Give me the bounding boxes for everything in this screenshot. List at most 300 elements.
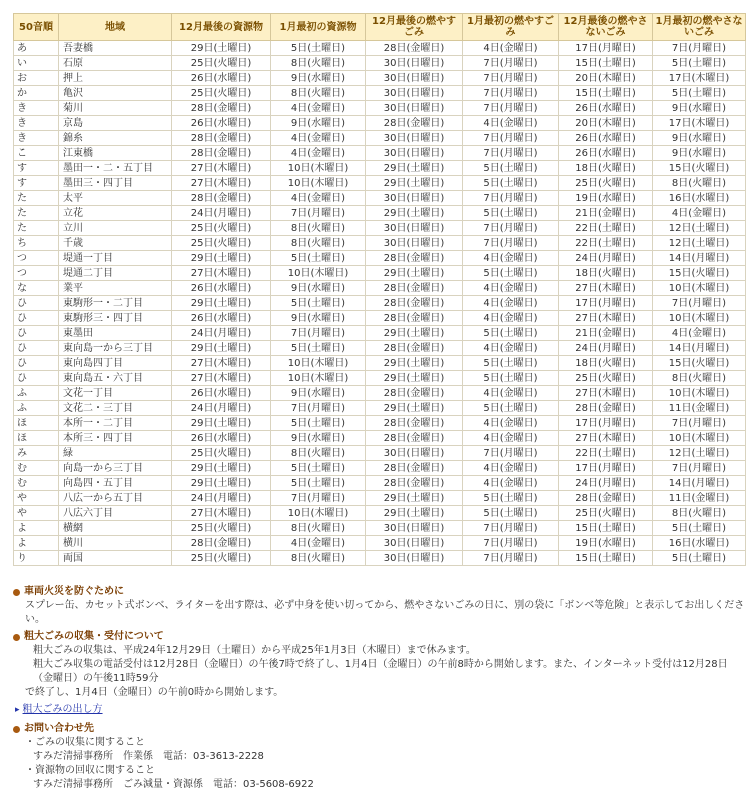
kana-cell: な: [14, 281, 59, 296]
date-cell: 28日(金曜日): [366, 311, 463, 326]
date-cell: 26日(水曜日): [172, 71, 271, 86]
area-cell: 横網: [59, 521, 172, 536]
table-row: [14, 191, 746, 206]
date-cell: 28日(金曜日): [172, 101, 271, 116]
area-cell: 千歳: [59, 236, 172, 251]
date-cell: 10日(木曜日): [271, 506, 366, 521]
date-cell: 9日(水曜日): [271, 311, 366, 326]
kana-cell: つ: [14, 251, 59, 266]
date-cell: 5日(土曜日): [653, 521, 746, 536]
date-cell: 30日(日曜日): [366, 86, 463, 101]
contact-heading: [13, 722, 745, 736]
date-cell: 4日(金曜日): [463, 476, 559, 491]
contact-heading-text: お問い合わせ先: [24, 723, 94, 734]
table-row: [14, 56, 746, 71]
date-cell: 30日(日曜日): [366, 146, 463, 161]
date-cell: 8日(火曜日): [271, 56, 366, 71]
kana-cell: す: [14, 161, 59, 176]
contact-item-recycling: ・資源物の回収に関すること: [25, 765, 155, 776]
date-cell: 10日(木曜日): [653, 281, 746, 296]
table-row: [14, 71, 746, 86]
date-cell: 5日(土曜日): [463, 356, 559, 371]
date-cell: 11日(金曜日): [653, 491, 746, 506]
date-cell: 29日(土曜日): [366, 506, 463, 521]
date-cell: 17日(月曜日): [559, 296, 653, 311]
column-header: 50音順: [14, 14, 59, 41]
contact-item-collection-detail: すみだ清掃事務所 作業係 電話：03-3613-2228: [33, 751, 264, 762]
date-cell: 26日(水曜日): [172, 116, 271, 131]
date-cell: 30日(日曜日): [366, 536, 463, 551]
date-cell: 7日(月曜日): [463, 131, 559, 146]
date-cell: 5日(土曜日): [271, 476, 366, 491]
kana-cell: ふ: [14, 386, 59, 401]
area-cell: 本所三・四丁目: [59, 431, 172, 446]
kana-cell: お: [14, 71, 59, 86]
fire-prevention-heading: [13, 585, 745, 599]
kana-cell: ほ: [14, 416, 59, 431]
date-cell: 10日(木曜日): [271, 356, 366, 371]
date-cell: 8日(火曜日): [271, 221, 366, 236]
date-cell: 25日(火曜日): [559, 506, 653, 521]
date-cell: 10日(木曜日): [271, 161, 366, 176]
date-cell: 8日(火曜日): [271, 521, 366, 536]
area-cell: 文花一丁目: [59, 386, 172, 401]
date-cell: 5日(土曜日): [463, 161, 559, 176]
table-row: [14, 86, 746, 101]
date-cell: 25日(火曜日): [172, 236, 271, 251]
date-cell: 25日(火曜日): [559, 176, 653, 191]
date-cell: 21日(金曜日): [559, 326, 653, 341]
date-cell: 4日(金曜日): [463, 296, 559, 311]
date-cell: 7日(月曜日): [463, 146, 559, 161]
date-cell: 28日(金曜日): [172, 536, 271, 551]
date-cell: 28日(金曜日): [172, 131, 271, 146]
date-cell: 29日(土曜日): [172, 251, 271, 266]
date-cell: 7日(月曜日): [653, 461, 746, 476]
date-cell: 7日(月曜日): [463, 86, 559, 101]
date-cell: 28日(金曜日): [559, 491, 653, 506]
date-cell: 15日(火曜日): [653, 356, 746, 371]
area-cell: 錦糸: [59, 131, 172, 146]
date-cell: 8日(火曜日): [271, 446, 366, 461]
area-cell: 東駒形一・二丁目: [59, 296, 172, 311]
date-cell: 18日(火曜日): [559, 161, 653, 176]
area-cell: 文花二・三丁目: [59, 401, 172, 416]
column-header: 1月最初の燃やさないごみ: [653, 14, 746, 41]
kana-cell: む: [14, 461, 59, 476]
table-row: [14, 266, 746, 281]
date-cell: 5日(土曜日): [271, 461, 366, 476]
date-cell: 4日(金曜日): [653, 326, 746, 341]
date-cell: 19日(水曜日): [559, 191, 653, 206]
date-cell: 5日(土曜日): [463, 371, 559, 386]
date-cell: 7日(月曜日): [463, 536, 559, 551]
table-row: [14, 236, 746, 251]
date-cell: 9日(水曜日): [653, 131, 746, 146]
date-cell: 30日(日曜日): [366, 521, 463, 536]
date-cell: 28日(金曜日): [366, 41, 463, 56]
contact-item-collection: ・ごみの収集に関すること: [25, 737, 145, 748]
date-cell: 28日(金曜日): [366, 341, 463, 356]
date-cell: 28日(金曜日): [366, 296, 463, 311]
table-row: [14, 341, 746, 356]
area-cell: 菊川: [59, 101, 172, 116]
date-cell: 17日(木曜日): [653, 116, 746, 131]
area-cell: 墨田三・四丁目: [59, 176, 172, 191]
date-cell: 10日(木曜日): [653, 311, 746, 326]
date-cell: 4日(金曜日): [271, 536, 366, 551]
date-cell: 5日(土曜日): [463, 491, 559, 506]
date-cell: 21日(金曜日): [559, 206, 653, 221]
date-cell: 4日(金曜日): [463, 341, 559, 356]
table-row: [14, 401, 746, 416]
date-cell: 5日(土曜日): [271, 416, 366, 431]
area-cell: 向島一から三丁目: [59, 461, 172, 476]
date-cell: 12日(土曜日): [653, 446, 746, 461]
date-cell: 24日(月曜日): [172, 206, 271, 221]
kana-cell: あ: [14, 41, 59, 56]
date-cell: 27日(木曜日): [559, 281, 653, 296]
date-cell: 7日(月曜日): [463, 71, 559, 86]
date-cell: 4日(金曜日): [463, 461, 559, 476]
area-cell: 墨田一・二・五丁目: [59, 161, 172, 176]
date-cell: 7日(月曜日): [271, 401, 366, 416]
area-cell: 向島四・五丁目: [59, 476, 172, 491]
date-cell: 20日(木曜日): [559, 116, 653, 131]
date-cell: 27日(木曜日): [172, 371, 271, 386]
kana-cell: や: [14, 506, 59, 521]
date-cell: 4日(金曜日): [271, 146, 366, 161]
date-cell: 26日(水曜日): [559, 146, 653, 161]
area-cell: 堤通二丁目: [59, 266, 172, 281]
date-cell: 27日(木曜日): [172, 506, 271, 521]
area-cell: 吾妻橋: [59, 41, 172, 56]
date-cell: 7日(月曜日): [463, 221, 559, 236]
date-cell: 7日(月曜日): [463, 236, 559, 251]
date-cell: 12日(土曜日): [653, 221, 746, 236]
table-row: [14, 176, 746, 191]
table-row: [14, 206, 746, 221]
kana-cell: つ: [14, 266, 59, 281]
date-cell: 22日(土曜日): [559, 236, 653, 251]
table-row: [14, 296, 746, 311]
table-row: [14, 146, 746, 161]
table-row: [14, 41, 746, 56]
kana-cell: た: [14, 191, 59, 206]
date-cell: 8日(火曜日): [271, 551, 366, 566]
date-cell: 27日(木曜日): [172, 176, 271, 191]
date-cell: 15日(火曜日): [653, 161, 746, 176]
kana-cell: き: [14, 131, 59, 146]
date-cell: 25日(火曜日): [559, 371, 653, 386]
table-row: [14, 431, 746, 446]
kana-cell: ひ: [14, 341, 59, 356]
date-cell: 29日(土曜日): [172, 41, 271, 56]
bulky-waste-line-3: で終了し、1月4日（金曜日）の午前0時から開始します。: [25, 687, 284, 698]
date-cell: 9日(水曜日): [653, 146, 746, 161]
date-cell: 26日(水曜日): [172, 386, 271, 401]
date-cell: 24日(月曜日): [172, 326, 271, 341]
date-cell: 7日(月曜日): [463, 551, 559, 566]
date-cell: 10日(木曜日): [271, 266, 366, 281]
area-cell: 東向島五・六丁目: [59, 371, 172, 386]
date-cell: 9日(水曜日): [271, 71, 366, 86]
kana-cell: ち: [14, 236, 59, 251]
bullet-icon: [13, 726, 20, 733]
date-cell: 7日(月曜日): [271, 206, 366, 221]
kana-cell: よ: [14, 536, 59, 551]
date-cell: 29日(土曜日): [172, 476, 271, 491]
date-cell: 7日(月曜日): [463, 101, 559, 116]
date-cell: 28日(金曜日): [366, 476, 463, 491]
date-cell: 24日(月曜日): [559, 476, 653, 491]
date-cell: 8日(火曜日): [653, 176, 746, 191]
date-cell: 28日(金曜日): [366, 281, 463, 296]
area-cell: 亀沢: [59, 86, 172, 101]
area-cell: 八広一から五丁目: [59, 491, 172, 506]
area-cell: 京島: [59, 116, 172, 131]
date-cell: 24日(月曜日): [559, 251, 653, 266]
date-cell: 28日(金曜日): [559, 401, 653, 416]
date-cell: 29日(土曜日): [366, 176, 463, 191]
area-cell: 東墨田: [59, 326, 172, 341]
bulky-waste-line-2: 粗大ごみ収集の電話受付は12月28日（金曜日）の午後7時で終了し、1月4日（金曜日）の午前8時から開始します。また、インターネット受付は12月28日（金曜日）の午後11時59分: [33, 659, 728, 684]
date-cell: 15日(土曜日): [559, 86, 653, 101]
date-cell: 29日(土曜日): [172, 296, 271, 311]
date-cell: 7日(月曜日): [271, 326, 366, 341]
kana-cell: た: [14, 221, 59, 236]
date-cell: 8日(火曜日): [653, 371, 746, 386]
date-cell: 5日(土曜日): [653, 551, 746, 566]
date-cell: 4日(金曜日): [463, 41, 559, 56]
date-cell: 15日(土曜日): [559, 521, 653, 536]
area-cell: 本所一・二丁目: [59, 416, 172, 431]
bulky-waste-line-1: 粗大ごみの収集は、平成24年12月29日（土曜日）から平成25年1月3日（木曜日）まで休みます。: [33, 645, 476, 656]
date-cell: 10日(木曜日): [271, 371, 366, 386]
area-cell: 八広六丁目: [59, 506, 172, 521]
date-cell: 16日(水曜日): [653, 536, 746, 551]
date-cell: 4日(金曜日): [653, 206, 746, 221]
table-body: [14, 41, 746, 566]
date-cell: 26日(水曜日): [559, 131, 653, 146]
date-cell: 29日(土曜日): [366, 401, 463, 416]
date-cell: 7日(月曜日): [653, 41, 746, 56]
link-arrow-icon: ▸: [15, 705, 20, 715]
date-cell: 9日(水曜日): [653, 101, 746, 116]
date-cell: 4日(金曜日): [463, 416, 559, 431]
date-cell: 19日(水曜日): [559, 536, 653, 551]
date-cell: 4日(金曜日): [271, 101, 366, 116]
date-cell: 7日(月曜日): [463, 56, 559, 71]
area-cell: 横川: [59, 536, 172, 551]
date-cell: 26日(水曜日): [559, 101, 653, 116]
table-row: [14, 371, 746, 386]
date-cell: 29日(土曜日): [366, 356, 463, 371]
area-cell: 業平: [59, 281, 172, 296]
table-row: [14, 116, 746, 131]
date-cell: 28日(金曜日): [366, 251, 463, 266]
date-cell: 24日(月曜日): [559, 341, 653, 356]
date-cell: 28日(金曜日): [366, 386, 463, 401]
date-cell: 30日(日曜日): [366, 101, 463, 116]
table-row: [14, 356, 746, 371]
table-row: [14, 416, 746, 431]
date-cell: 27日(木曜日): [559, 431, 653, 446]
date-cell: 8日(火曜日): [653, 506, 746, 521]
date-cell: 9日(水曜日): [271, 281, 366, 296]
date-cell: 5日(土曜日): [653, 86, 746, 101]
table-row: [14, 521, 746, 536]
date-cell: 25日(火曜日): [172, 521, 271, 536]
column-header: 12月最後の燃やさないごみ: [559, 14, 653, 41]
kana-cell: こ: [14, 146, 59, 161]
date-cell: 5日(土曜日): [463, 401, 559, 416]
table-row: [14, 506, 746, 521]
date-cell: 14日(月曜日): [653, 251, 746, 266]
date-cell: 18日(火曜日): [559, 266, 653, 281]
area-cell: 両国: [59, 551, 172, 566]
date-cell: 12日(土曜日): [653, 236, 746, 251]
date-cell: 29日(土曜日): [366, 326, 463, 341]
column-header: 1月最初の資源物: [271, 14, 366, 41]
date-cell: 30日(日曜日): [366, 236, 463, 251]
date-cell: 5日(土曜日): [271, 41, 366, 56]
date-cell: 7日(月曜日): [271, 491, 366, 506]
table-row: [14, 281, 746, 296]
area-cell: 堤通一丁目: [59, 251, 172, 266]
date-cell: 29日(土曜日): [172, 341, 271, 356]
kana-cell: り: [14, 551, 59, 566]
kana-cell: ひ: [14, 326, 59, 341]
table-row: [14, 101, 746, 116]
date-cell: 30日(日曜日): [366, 56, 463, 71]
bulky-heading-text: 粗大ごみの収集・受付について: [24, 631, 164, 642]
kana-cell: い: [14, 56, 59, 71]
date-cell: 30日(日曜日): [366, 551, 463, 566]
date-cell: 14日(月曜日): [653, 341, 746, 356]
date-cell: 5日(土曜日): [653, 56, 746, 71]
date-cell: 24日(月曜日): [172, 491, 271, 506]
date-cell: 4日(金曜日): [463, 311, 559, 326]
date-cell: 10日(木曜日): [271, 176, 366, 191]
kana-cell: み: [14, 446, 59, 461]
date-cell: 30日(日曜日): [366, 71, 463, 86]
kana-cell: ほ: [14, 431, 59, 446]
fire-prevention-body: スプレー缶、カセット式ボンベ、ライターを出す際は、必ず中身を使い切ってから、燃やさないごみの日に、別の袋に「ボンベ等危険」と表示してお出しください。: [25, 600, 745, 625]
column-header: 12月最後の燃やすごみ: [366, 14, 463, 41]
date-cell: 29日(土曜日): [366, 491, 463, 506]
area-cell: 東向島四丁目: [59, 356, 172, 371]
date-cell: 15日(土曜日): [559, 551, 653, 566]
table-row: [14, 461, 746, 476]
kana-cell: ひ: [14, 371, 59, 386]
date-cell: 15日(土曜日): [559, 56, 653, 71]
notes-section: [13, 585, 745, 792]
date-cell: 11日(金曜日): [653, 401, 746, 416]
date-cell: 4日(金曜日): [463, 116, 559, 131]
date-cell: 7日(月曜日): [653, 416, 746, 431]
area-cell: 緑: [59, 446, 172, 461]
date-cell: 20日(木曜日): [559, 71, 653, 86]
table-row: [14, 446, 746, 461]
date-cell: 22日(土曜日): [559, 221, 653, 236]
date-cell: 27日(木曜日): [559, 386, 653, 401]
area-cell: 立花: [59, 206, 172, 221]
area-cell: 押上: [59, 71, 172, 86]
date-cell: 5日(土曜日): [463, 326, 559, 341]
date-cell: 5日(土曜日): [271, 341, 366, 356]
date-cell: 28日(金曜日): [366, 461, 463, 476]
date-cell: 4日(金曜日): [271, 191, 366, 206]
date-cell: 7日(月曜日): [653, 296, 746, 311]
date-cell: 8日(火曜日): [271, 236, 366, 251]
date-cell: 7日(月曜日): [463, 521, 559, 536]
date-cell: 5日(土曜日): [463, 176, 559, 191]
date-cell: 16日(水曜日): [653, 191, 746, 206]
area-cell: 石原: [59, 56, 172, 71]
date-cell: 27日(木曜日): [172, 356, 271, 371]
date-cell: 26日(水曜日): [172, 311, 271, 326]
date-cell: 5日(土曜日): [463, 266, 559, 281]
column-header: 1月最初の燃やすごみ: [463, 14, 559, 41]
date-cell: 28日(金曜日): [172, 146, 271, 161]
area-cell: 立川: [59, 221, 172, 236]
kana-cell: ひ: [14, 296, 59, 311]
date-cell: 28日(金曜日): [366, 416, 463, 431]
kana-cell: す: [14, 176, 59, 191]
date-cell: 4日(金曜日): [271, 131, 366, 146]
bulky-waste-guide-link[interactable]: 粗大ごみの出し方: [22, 704, 103, 715]
date-cell: 30日(日曜日): [366, 131, 463, 146]
bulky-waste-heading: [13, 630, 745, 644]
date-cell: 26日(水曜日): [172, 281, 271, 296]
date-cell: 28日(金曜日): [366, 116, 463, 131]
kana-cell: や: [14, 491, 59, 506]
date-cell: 25日(火曜日): [172, 551, 271, 566]
table-row: [14, 131, 746, 146]
kana-cell: ひ: [14, 311, 59, 326]
date-cell: 28日(金曜日): [366, 431, 463, 446]
date-cell: 8日(火曜日): [271, 86, 366, 101]
kana-cell: か: [14, 86, 59, 101]
area-cell: 東向島一から三丁目: [59, 341, 172, 356]
kana-cell: よ: [14, 521, 59, 536]
kana-cell: き: [14, 116, 59, 131]
bullet-icon: [13, 589, 20, 596]
date-cell: 7日(月曜日): [463, 191, 559, 206]
table-row: [14, 476, 746, 491]
column-header: 12月最後の資源物: [172, 14, 271, 41]
area-cell: 東駒形三・四丁目: [59, 311, 172, 326]
bullet-icon: [13, 634, 20, 641]
table-row: [14, 536, 746, 551]
date-cell: 28日(金曜日): [172, 191, 271, 206]
date-cell: 17日(月曜日): [559, 41, 653, 56]
date-cell: 27日(木曜日): [172, 161, 271, 176]
date-cell: 10日(木曜日): [653, 386, 746, 401]
kana-cell: ひ: [14, 356, 59, 371]
date-cell: 17日(木曜日): [653, 71, 746, 86]
date-cell: 5日(土曜日): [271, 296, 366, 311]
date-cell: 7日(月曜日): [463, 446, 559, 461]
bulky-waste-link-row: [13, 703, 745, 717]
date-cell: 15日(火曜日): [653, 266, 746, 281]
date-cell: 30日(日曜日): [366, 446, 463, 461]
date-cell: 29日(土曜日): [366, 206, 463, 221]
date-cell: 22日(土曜日): [559, 446, 653, 461]
table-row: [14, 161, 746, 176]
date-cell: 29日(土曜日): [366, 371, 463, 386]
